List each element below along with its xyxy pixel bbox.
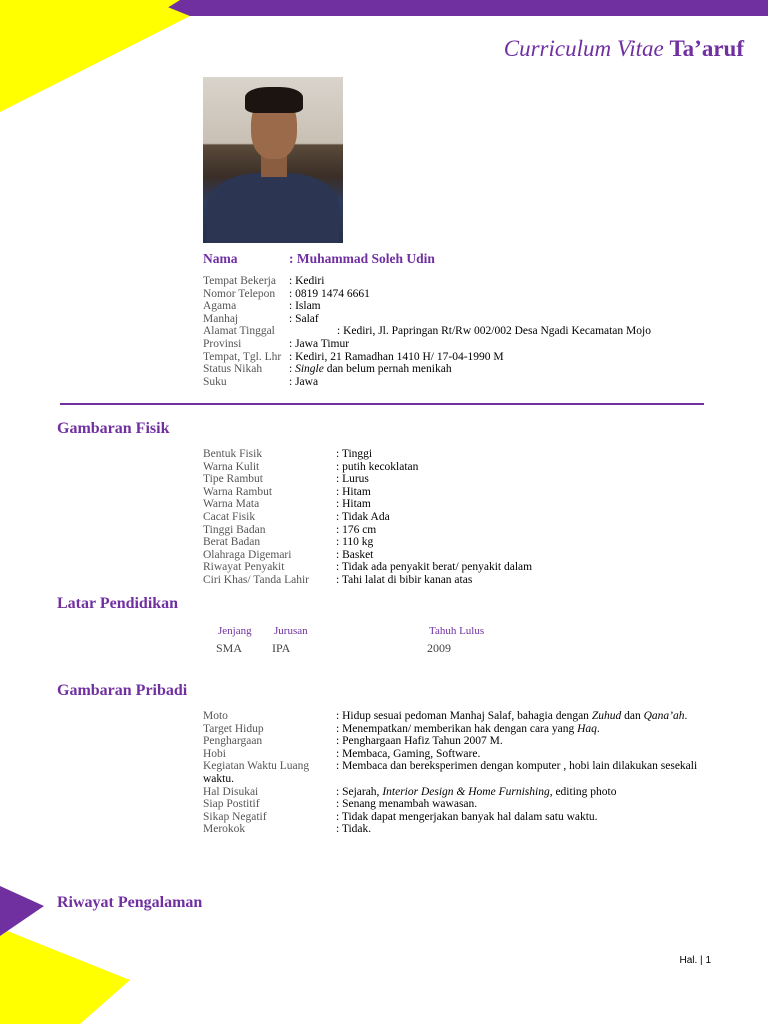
info-value — [336, 723, 600, 736]
info-value: : Membaca dan bereksperimen dengan komputer , hobi lain dilakukan sesekali — [336, 760, 698, 773]
disukai-post: , editing photo — [549, 785, 617, 798]
info-value: : Kediri — [289, 275, 325, 287]
title-bold: Ta’aruf — [669, 36, 744, 61]
name-value: : Muhammad Soleh Udin — [289, 251, 435, 266]
top-purple-bar — [150, 0, 768, 16]
info-value — [336, 710, 687, 723]
info-value: : Salaf — [289, 312, 319, 325]
moto-italic-1: Zuhud — [591, 710, 622, 722]
info-value: : 110 kg — [336, 536, 374, 549]
info-value: : Tidak. — [336, 823, 372, 836]
edu-header-tahun: Tahuh Lulus — [429, 625, 485, 637]
info-value: : Hitam — [336, 498, 371, 511]
info-key: Status Nikah — [203, 363, 263, 376]
info-key: Alamat Tinggal — [203, 325, 275, 338]
heading-latar-pendidikan: Latar Pendidikan — [57, 595, 179, 612]
info-key: Olahraga Digemari — [203, 548, 292, 561]
info-value: : Kediri, 21 Ramadhan 1410 H/ 17-04-1990 M — [289, 350, 504, 363]
info-value — [336, 786, 616, 799]
target-post: . — [596, 722, 600, 735]
edu-header-jurusan: Jurusan — [274, 625, 308, 637]
info-key: Warna Kulit — [203, 460, 260, 473]
moto-pre: : Hidup sesuai pedoman Manhaj Salaf, bahagia dengan — [336, 710, 592, 722]
edu-cell-jurusan: IPA — [272, 641, 291, 655]
info-value: : Membaca, Gaming, Software. — [336, 747, 481, 760]
section-divider — [60, 403, 704, 405]
info-key: Berat Badan — [203, 536, 261, 549]
info-key: Agama — [203, 300, 237, 313]
info-value: : Basket — [336, 548, 374, 561]
info-value-pre: : — [289, 363, 296, 376]
moto-post: . — [684, 710, 688, 722]
info-key: Bentuk Fisik — [203, 448, 263, 460]
bottom-corner-graphic — [0, 880, 140, 1024]
info-key: Riwayat Penyakit — [203, 561, 285, 574]
info-key: Ciri Khas/ Tanda Lahir — [203, 573, 309, 586]
info-value: : Tidak ada penyakit berat/ penyakit dalam — [336, 561, 533, 574]
info-value: : Senang menambah wawasan. — [336, 798, 478, 811]
info-value: : Penghargaan Hafiz Tahun 2007 M. — [336, 735, 503, 748]
info-key: Provinsi — [203, 337, 242, 350]
info-key: Hobi — [203, 747, 226, 760]
moto-italic-2: Qana’ah — [643, 710, 685, 722]
info-value: : Jawa — [289, 375, 319, 388]
info-key: Siap Postitif — [203, 798, 260, 811]
info-key: Target Hidup — [203, 722, 264, 735]
heading-gambaran-pribadi: Gambaran Pribadi — [57, 682, 188, 699]
info-key: Nomor Telepon — [203, 287, 276, 300]
info-key: Penghargaan — [203, 735, 263, 748]
edu-header-jenjang: Jenjang — [218, 625, 252, 637]
info-value: : Tinggi — [336, 448, 373, 460]
info-key: Suku — [203, 375, 227, 388]
heading-riwayat-pengalaman: Riwayat Pengalaman — [57, 894, 203, 911]
disukai-pre: : Sejarah, — [336, 785, 383, 798]
edu-cell-jenjang: SMA — [216, 641, 243, 655]
info-value-wrap: waktu. — [203, 772, 234, 785]
info-value: : Jawa Timur — [289, 337, 350, 350]
profile-photo — [203, 77, 343, 243]
name-label: Nama — [203, 251, 238, 266]
info-key: Manhaj — [203, 312, 239, 325]
info-value: : putih kecoklatan — [336, 460, 419, 473]
info-key: Warna Mata — [203, 498, 260, 511]
info-key: Tinggi Badan — [203, 523, 266, 536]
info-value: : 176 cm — [336, 523, 377, 536]
info-key: Kegiatan Waktu Luang — [203, 760, 310, 773]
info-value: : Tidak Ada — [336, 510, 390, 523]
info-key: Tempat, Tgl. Lhr — [203, 350, 282, 363]
moto-mid: dan — [621, 710, 644, 722]
target-pre: : Menempatkan/ memberikan hak dengan cara yang — [336, 722, 578, 735]
info-key: Moto — [203, 710, 228, 722]
info-value: : Kediri, Jl. Papringan Rt/Rw 002/002 Desa Ngadi Kecamatan Mojo — [337, 325, 651, 338]
info-value: : 0819 1474 6661 — [289, 287, 370, 300]
target-italic: Haq — [577, 722, 597, 735]
top-corner-graphic — [0, 0, 190, 120]
info-key: Sikap Negatif — [203, 810, 267, 823]
heading-gambaran-fisik: Gambaran Fisik — [57, 420, 170, 437]
info-value: : Hitam — [336, 485, 371, 498]
info-key: Tempat Bekerja — [203, 275, 276, 287]
info-key: Tipe Rambut — [203, 473, 263, 486]
edu-cell-tahun: 2009 — [427, 641, 451, 655]
info-value-italic: Single — [295, 363, 324, 376]
info-key: Hal Disukai — [203, 785, 259, 798]
info-value: : Lurus — [336, 473, 369, 486]
info-value: : Tidak dapat mengerjakan banyak hal dalam satu waktu. — [336, 810, 598, 823]
disukai-italic: Interior Design & Home Furnishing — [382, 785, 550, 798]
info-value: : Islam — [289, 300, 321, 313]
title-italic: Curriculum Vitae — [503, 36, 664, 61]
info-value: : Tahi lalat di bibir kanan atas — [336, 573, 473, 586]
info-key: Warna Rambut — [203, 485, 273, 498]
info-key: Cacat Fisik — [203, 510, 256, 523]
info-value-post: dan belum pernah menikah — [323, 363, 452, 376]
info-value — [289, 363, 452, 376]
page-number: Hal. | 1 — [679, 955, 711, 966]
info-key: Merokok — [203, 823, 246, 836]
page-title — [504, 36, 744, 62]
